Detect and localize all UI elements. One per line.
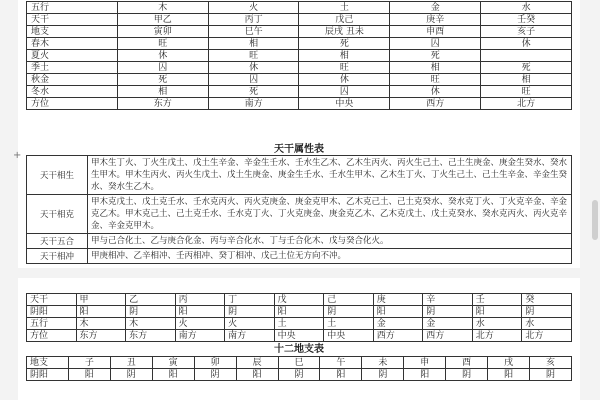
table-cell: 庚 [373, 294, 423, 306]
stem-relations-table [26, 155, 572, 264]
table-cell: 阴 [225, 306, 275, 318]
table-cell: 囚 [390, 38, 481, 50]
five-elements-table [26, 1, 572, 110]
table-cell [481, 50, 572, 62]
table-cell: 囚 [208, 74, 299, 86]
table-cell: 阴 [530, 369, 572, 381]
table-cell: 申酉 [390, 26, 481, 38]
table-cell: 旺 [481, 86, 572, 98]
table-cell: 甲木克戊土、戊土克壬水、壬水克丙火、丙火克庚金、庚金克甲木、乙木克己土、己土克癸水、癸水克丁火、丁火克辛金、辛金克乙木。甲木克己土、己土克壬水、壬水克丁火、丁火克庚金、庚金克乙木、乙木克戊土、戊土克癸水、癸水克丙火、丙火克辛金、辛金克甲木。 [88, 195, 572, 234]
section-title-stem-attributes: 天干属性表 [274, 144, 324, 155]
table-cell: 丙丁 [208, 14, 299, 26]
table-cell: 戊 [274, 294, 324, 306]
table-cell: 卯 [194, 357, 236, 369]
table-cell: 火 [175, 318, 225, 330]
table-row [27, 26, 572, 38]
table-cell: 休 [208, 62, 299, 74]
table-row [27, 294, 572, 306]
table-cell: 甲 [76, 294, 126, 306]
table-row [27, 234, 572, 249]
table-cell: 休 [117, 50, 208, 62]
table-cell: 西方 [423, 330, 473, 342]
table-cell: 木 [126, 318, 176, 330]
table-cell: 丙 [175, 294, 225, 306]
table-cell: 乙 [126, 294, 176, 306]
table-cell: 酉 [446, 357, 488, 369]
table-row [27, 74, 572, 86]
table-cell: 阴 [278, 369, 320, 381]
table-cell: 土 [299, 2, 390, 14]
table-cell: 阳 [76, 306, 126, 318]
table-cell: 巳 [278, 357, 320, 369]
table-cell: 甲庚相冲、乙辛相冲、壬丙相冲、癸丁相冲、戊己土位无方向不冲。 [88, 249, 572, 264]
table-cell: 阳 [320, 369, 362, 381]
table-cell: 寅 [152, 357, 194, 369]
table-cell: 中央 [324, 330, 374, 342]
table-cell: 午 [320, 357, 362, 369]
document-page-1 [18, 0, 580, 268]
table-cell: 阳 [488, 369, 530, 381]
table-cell: 囚 [117, 62, 208, 74]
table-cell: 死 [117, 74, 208, 86]
table-cell: 金 [373, 318, 423, 330]
table-row [27, 38, 572, 50]
table-cell: 水 [481, 2, 572, 14]
table-cell: 相 [390, 62, 481, 74]
table-cell: 东方 [76, 330, 126, 342]
table-cell: 相 [299, 50, 390, 62]
table-cell: 己 [324, 294, 374, 306]
row-header-cell: 天干 [27, 294, 77, 306]
table-move-handle-icon[interactable]: + [13, 150, 22, 161]
table-cell: 阳 [274, 306, 324, 318]
table-cell: 甲与己合化土、乙与庚合化金、丙与辛合化水、丁与壬合化木、戊与癸合化火。 [88, 234, 572, 249]
table-row [27, 357, 572, 369]
table-cell: 寅卯 [117, 26, 208, 38]
table-cell: 阳 [175, 306, 225, 318]
table-cell: 囚 [299, 86, 390, 98]
table-cell: 戊己 [299, 14, 390, 26]
table-cell: 西方 [390, 98, 481, 110]
table-cell: 壬 [472, 294, 522, 306]
table-cell: 阳 [152, 369, 194, 381]
table-cell: 壬癸 [481, 14, 572, 26]
row-header-cell: 天干 [27, 14, 118, 26]
row-header-cell: 五行 [27, 2, 118, 14]
table-cell: 东方 [117, 98, 208, 110]
row-header-cell: 夏火 [27, 50, 118, 62]
table-cell: 土 [324, 318, 374, 330]
table-row [27, 62, 572, 74]
table-cell: 阴 [126, 306, 176, 318]
table-row [27, 50, 572, 62]
table-row [27, 86, 572, 98]
row-header-cell: 天干相冲 [27, 249, 88, 264]
table-cell: 庚辛 [390, 14, 481, 26]
row-header-cell: 天干相克 [27, 195, 88, 234]
row-header-cell: 阴阳 [27, 369, 69, 381]
row-header-cell: 阴阳 [27, 306, 77, 318]
table-cell: 丁 [225, 294, 275, 306]
table-row [27, 306, 572, 318]
table-cell: 旺 [208, 50, 299, 62]
table-row [27, 14, 572, 26]
table-cell: 木 [117, 2, 208, 14]
table-cell: 丑 [110, 357, 152, 369]
table-cell: 西方 [373, 330, 423, 342]
table-cell: 死 [481, 62, 572, 74]
table-cell: 死 [299, 38, 390, 50]
table-cell: 北方 [472, 330, 522, 342]
table-cell: 申 [404, 357, 446, 369]
table-cell: 亥 [530, 357, 572, 369]
table-cell: 辰戌 丑未 [299, 26, 390, 38]
table-cell: 阳 [236, 369, 278, 381]
table-cell: 中央 [299, 98, 390, 110]
table-cell: 辛 [423, 294, 473, 306]
table-cell: 戌 [488, 357, 530, 369]
table-cell: 阴 [110, 369, 152, 381]
table-row [27, 195, 572, 234]
table-cell: 水 [522, 318, 572, 330]
table-cell: 辰 [236, 357, 278, 369]
table-cell: 死 [390, 50, 481, 62]
table-cell: 甲木生丁火、丁火生戊土、戊土生辛金、辛金生壬水、壬水生乙木、乙木生丙火、丙火生己土、己土生庚金、庚金生癸水、癸水生甲木。甲木生丙火、丙火生戊土、戊土生庚金、庚金生壬水、壬水生甲木、乙木生丁火、丁火生己土、己土生辛金、辛金生癸水、癸水生乙木。 [88, 156, 572, 195]
table-cell: 南方 [208, 98, 299, 110]
row-header-cell: 五行 [27, 318, 77, 330]
table-cell: 休 [390, 86, 481, 98]
table-cell: 火 [225, 318, 275, 330]
table-cell: 巳午 [208, 26, 299, 38]
table-cell: 南方 [225, 330, 275, 342]
table-cell: 癸 [522, 294, 572, 306]
table-row [27, 318, 572, 330]
table-cell: 阳 [472, 306, 522, 318]
section-title-earthly-branches: 十二地支表 [274, 344, 324, 355]
table-cell: 相 [117, 86, 208, 98]
table-cell: 火 [208, 2, 299, 14]
table-cell: 旺 [299, 62, 390, 74]
table-cell: 阳 [373, 306, 423, 318]
heavenly-stems-table [26, 293, 572, 342]
table-cell: 阳 [68, 369, 110, 381]
table-cell: 水 [472, 318, 522, 330]
row-header-cell: 方位 [27, 330, 77, 342]
table-cell: 休 [481, 38, 572, 50]
row-header-cell: 秋金 [27, 74, 118, 86]
table-cell: 土 [274, 318, 324, 330]
table-cell: 阴 [446, 369, 488, 381]
earthly-branches-table [26, 356, 572, 381]
table-cell: 阴 [194, 369, 236, 381]
table-cell: 中央 [274, 330, 324, 342]
row-header-cell: 天干五合 [27, 234, 88, 249]
table-cell: 相 [208, 38, 299, 50]
table-cell: 子 [68, 357, 110, 369]
table-cell: 木 [76, 318, 126, 330]
table-row [27, 2, 572, 14]
table-cell: 旺 [117, 38, 208, 50]
row-header-cell: 天干相生 [27, 156, 88, 195]
table-cell: 旺 [390, 74, 481, 86]
table-cell: 金 [423, 318, 473, 330]
row-header-cell: 季土 [27, 62, 118, 74]
row-header-cell: 方位 [27, 98, 118, 110]
table-cell: 休 [299, 74, 390, 86]
table-row [27, 156, 572, 195]
table-cell: 亥子 [481, 26, 572, 38]
table-cell: 死 [208, 86, 299, 98]
document-page-2 [18, 278, 580, 400]
table-cell: 阴 [423, 306, 473, 318]
table-cell: 北方 [522, 330, 572, 342]
table-row [27, 98, 572, 110]
table-cell: 阴 [324, 306, 374, 318]
table-cell: 甲乙 [117, 14, 208, 26]
table-cell: 未 [362, 357, 404, 369]
table-row [27, 369, 572, 381]
table-cell: 阳 [404, 369, 446, 381]
table-cell: 东方 [126, 330, 176, 342]
row-header-cell: 地支 [27, 26, 118, 38]
table-cell: 阴 [522, 306, 572, 318]
table-cell: 相 [481, 74, 572, 86]
table-row [27, 249, 572, 264]
table-cell: 金 [390, 2, 481, 14]
table-cell: 北方 [481, 98, 572, 110]
row-header-cell: 冬水 [27, 86, 118, 98]
row-header-cell: 地支 [27, 357, 69, 369]
row-header-cell: 春木 [27, 38, 118, 50]
vertical-scrollbar-thumb[interactable] [592, 200, 598, 240]
table-cell: 南方 [175, 330, 225, 342]
table-cell: 阴 [362, 369, 404, 381]
